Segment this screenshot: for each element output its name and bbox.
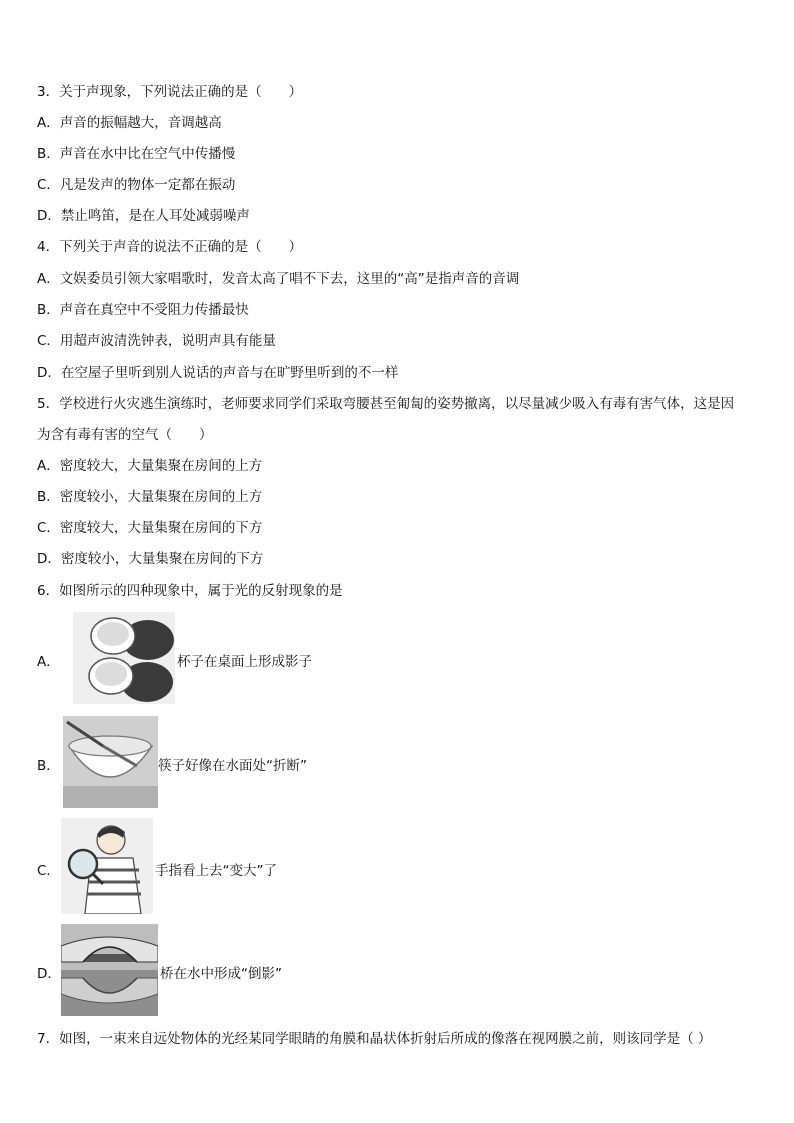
question-5-option-a: A．密度较大，大量集聚在房间的上方 xyxy=(37,458,263,474)
option-caption: 杯子在桌面上形成影子 xyxy=(177,654,312,670)
question-6-stem: 6．如图所示的四种现象中，属于光的反射现象的是 xyxy=(37,583,343,599)
cups-shadow-image xyxy=(73,612,175,704)
option-label: A． xyxy=(37,654,60,670)
question-3-stem: 3．关于声现象，下列说法正确的是（ ） xyxy=(37,84,303,100)
option-caption: 筷子好像在水面处“折断” xyxy=(158,758,307,774)
option-label: B． xyxy=(37,758,60,774)
option-label: C． xyxy=(37,863,60,879)
question-5-stem-line2: 为含有毒有害的空气（ ） xyxy=(37,427,213,443)
chopstick-bowl-image xyxy=(63,716,158,808)
question-3-option-d: D．禁止鸣笛，是在人耳处减弱噪声 xyxy=(37,208,250,224)
question-4-stem: 4．下列关于声音的说法不正确的是（ ） xyxy=(37,239,303,255)
question-4-option-d: D．在空屋子里听到别人说话的声音与在旷野里听到的不一样 xyxy=(37,365,399,381)
question-5-option-c: C．密度较大，大量集聚在房间的下方 xyxy=(37,520,263,536)
question-5-stem-line1: 5．学校进行火灾逃生演练时，老师要求同学们采取弯腰甚至匍匐的姿势撤离，以尽量减少吸入有毒有害气体，这是因 xyxy=(37,396,735,412)
question-3-option-a: A．声音的振幅越大，音调越高 xyxy=(37,115,222,131)
question-4-option-c: C．用超声波清洗钟表，说明声具有能量 xyxy=(37,333,276,349)
question-3-option-c: C．凡是发声的物体一定都在振动 xyxy=(37,177,236,193)
option-label: D． xyxy=(37,966,61,982)
option-caption: 手指看上去“变大”了 xyxy=(155,863,277,879)
question-5-option-b: B．密度较小，大量集聚在房间的上方 xyxy=(37,489,263,505)
question-3-option-b: B．声音在水中比在空气中传播慢 xyxy=(37,146,236,162)
question-7-stem: 7．如图，一束来自远处物体的光经某同学眼睛的角膜和晶状体折射后所成的像落在视网膜之前，则该同学是（ ） xyxy=(37,1031,712,1047)
question-4-option-a: A．文娱委员引领大家唱歌时，发音太高了唱不下去，这里的“高”是指声音的音调 xyxy=(37,271,520,287)
option-caption: 桥在水中形成“倒影” xyxy=(160,966,282,982)
bridge-reflection-image xyxy=(61,924,158,1016)
question-4-option-b: B．声音在真空中不受阻力传播最快 xyxy=(37,302,249,318)
question-5-option-d: D．密度较小，大量集聚在房间的下方 xyxy=(37,551,264,567)
magnifier-boy-image xyxy=(61,818,153,914)
